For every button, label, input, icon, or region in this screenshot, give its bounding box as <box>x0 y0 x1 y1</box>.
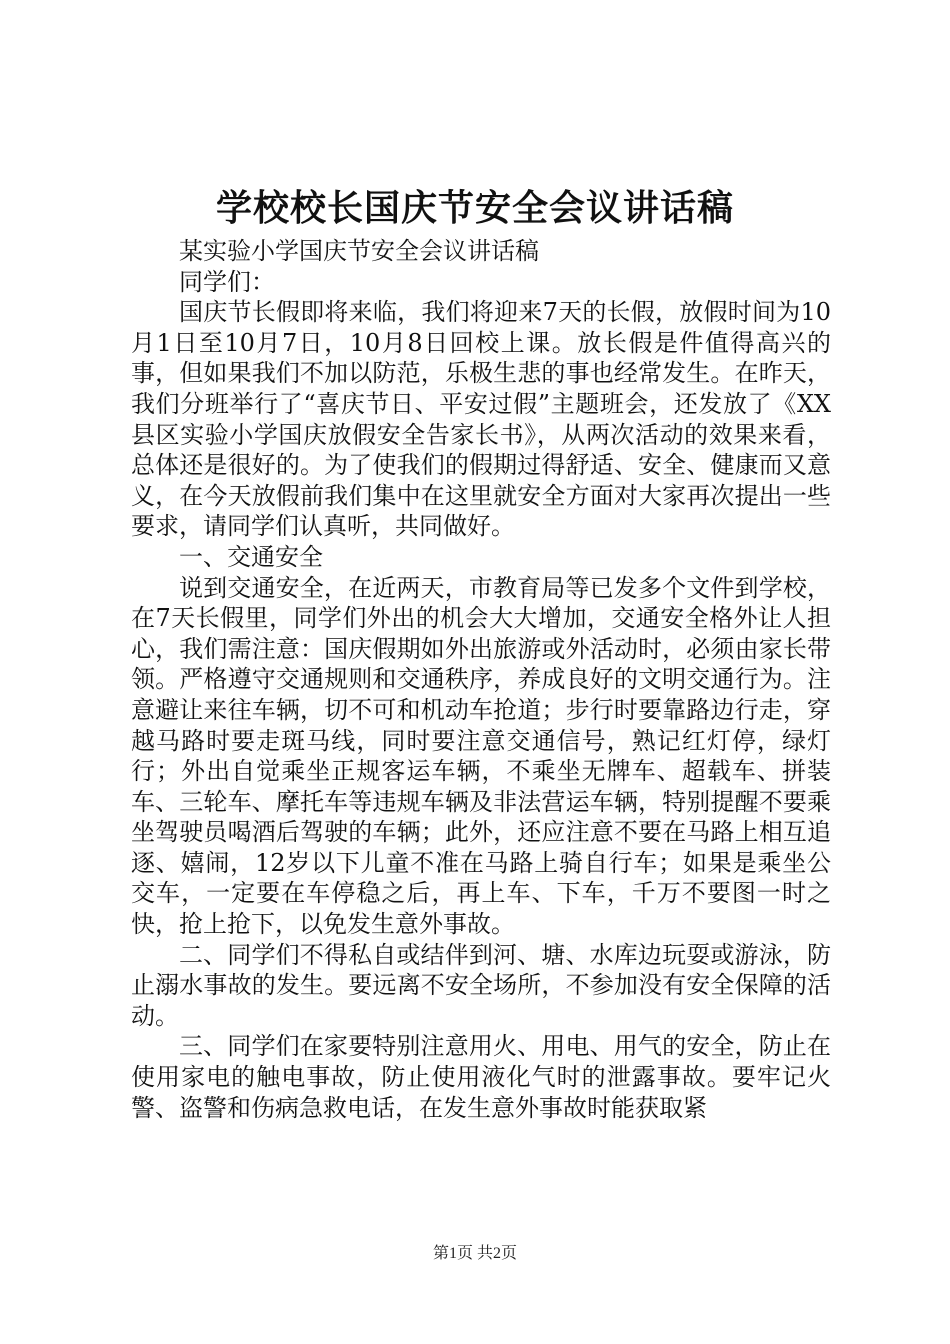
paragraph-home-safety: 三、同学们在家要特别注意用火、用电、用气的安全，防止在使用家电的触电事故，防止使用液化气时的泄露事故。要牢记火警、盗警和伤病急救电话，在发生意外事故时能获取紧 <box>131 1032 831 1122</box>
heading-traffic-safety: 一、交通安全 <box>179 542 323 571</box>
paragraph-salutation: 同学们： <box>179 267 275 296</box>
page-number-footer: 第1页 共2页 <box>432 1245 517 1262</box>
paragraph-subtitle: 某实验小学国庆节安全会议讲话稿 <box>179 237 539 265</box>
paragraph-water-safety: 二、同学们不得私自或结伴到河、塘、水库边玩耍或游泳，防止溺水事故的发生。要远离不安全场所，不参加没有安全保障的活动。 <box>131 940 831 1030</box>
paragraph-intro: 国庆节长假即将来临，我们将迎来7天的长假，放假时间为10月1日至10月7日，10月8日回校上课。放长假是件值得高兴的事，但如果我们不加以防范，乐极生悲的事也经常发生。在昨天，我们分班举行了“喜庆节日、平安过假”主题班会，还发放了《XX县区实验小学国庆放假安全告家长书》，从两次活动的效果来看，总体还是很好的。为了使我们的假期过得舒适、安全、健康而又意义，在今天放假前我们集中在这里就安全方面对大家再次提出一些要求，请同学们认真听，共同做好。 <box>131 298 831 541</box>
document-title: 学校校长国庆节安全会议讲话稿 <box>215 187 734 229</box>
paragraph-traffic-safety: 说到交通安全，在近两天，市教育局等已发多个文件到学校，在7天长假里，同学们外出的机会大大增加，交通安全格外让人担心，我们需注意：国庆假期如外出旅游或外活动时，必须由家长带领。严格遵守交通规则和交通秩序，养成良好的文明交通行为。注意避让来往车辆，切不可和机动车抢道；步行时要靠路边行走，穿越马路时要走斑马线，同时要注意交通信号，熟记红灯停，绿灯行；外出自觉乘坐正规客运车辆，不乘坐无牌车、超载车、拼装车、三轮车、摩托车等违规车辆及非法营运车辆，特别提醒不要乘坐驾驶员喝酒后驾驶的车辆；此外，还应注意不要在马路上相互追逐、嬉闹，12岁以下儿童不准在马路上骑自行车；如果是乘坐公交车，一定要在车停稳之后，再上车、下车，千万不要图一时之快，抢上抢下，以免发生意外事故。 <box>131 573 831 939</box>
document-body <box>131 236 831 1123</box>
